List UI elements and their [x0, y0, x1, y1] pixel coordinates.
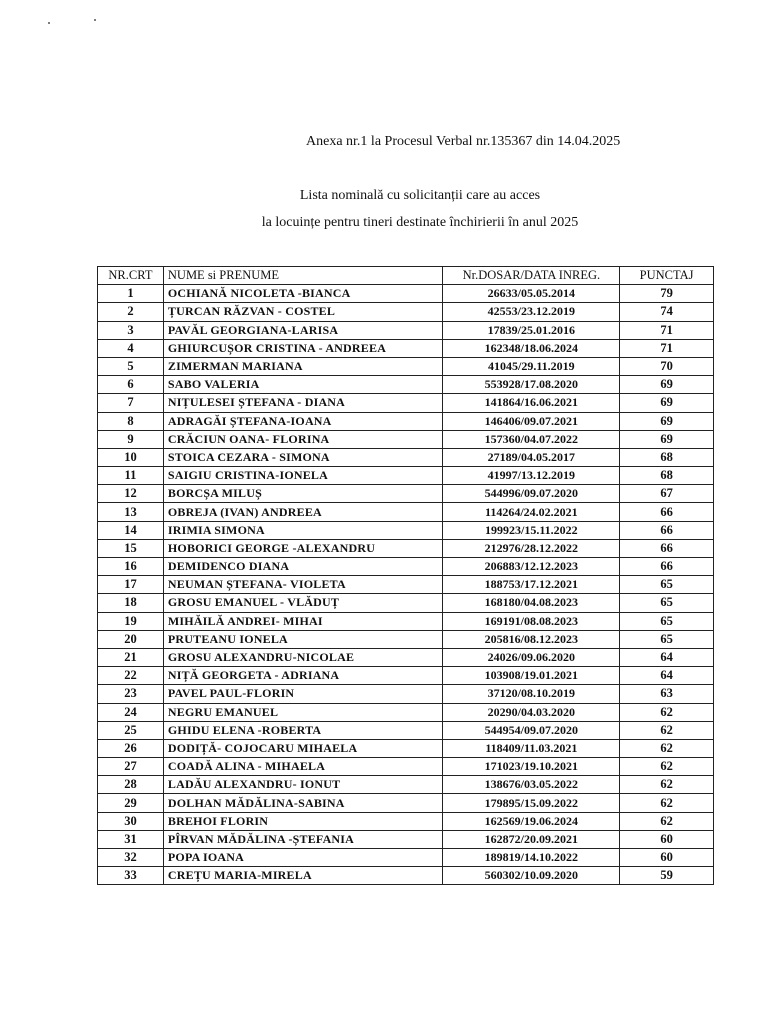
applicant-name: SAIGIU CRISTINA-IONELA [163, 467, 443, 485]
row-number: 6 [98, 376, 164, 394]
row-number: 26 [98, 739, 164, 757]
score: 62 [620, 776, 714, 794]
table-row [98, 339, 714, 357]
file-number-date: 162348/18.06.2024 [443, 339, 620, 357]
applicant-name: CREȚU MARIA-MIRELA [163, 867, 443, 885]
score: 59 [620, 867, 714, 885]
file-number-date: 41045/29.11.2019 [443, 357, 620, 375]
score: 66 [620, 558, 714, 576]
applicant-name: PAVĂL GEORGIANA-LARISA [163, 321, 443, 339]
applicant-name: GROSU ALEXANDRU-NICOLAE [163, 648, 443, 666]
file-number-date: 17839/25.01.2016 [443, 321, 620, 339]
table-row [98, 467, 714, 485]
table-row [98, 630, 714, 648]
applicant-name: ADRAGĂI ȘTEFANA-IOANA [163, 412, 443, 430]
table-row [98, 521, 714, 539]
file-number-date: 553928/17.08.2020 [443, 376, 620, 394]
applicant-name: PAVEL PAUL-FLORIN [163, 685, 443, 703]
file-number-date: 103908/19.01.2021 [443, 667, 620, 685]
score: 62 [620, 721, 714, 739]
table-row [98, 667, 714, 685]
row-number: 10 [98, 448, 164, 466]
row-number: 11 [98, 467, 164, 485]
table-row [98, 430, 714, 448]
file-number-date: 41997/13.12.2019 [443, 467, 620, 485]
score: 70 [620, 357, 714, 375]
applicant-name: ȚURCAN RĂZVAN - COSTEL [163, 303, 443, 321]
table-row [98, 849, 714, 867]
table-row [98, 685, 714, 703]
file-number-date: 206883/12.12.2023 [443, 558, 620, 576]
score: 67 [620, 485, 714, 503]
file-number-date: 42553/23.12.2019 [443, 303, 620, 321]
row-number: 9 [98, 430, 164, 448]
file-number-date: 141864/16.06.2021 [443, 394, 620, 412]
applicant-name: OCHIANĂ NICOLETA -BIANCA [163, 285, 443, 303]
file-number-date: 114264/24.02.2021 [443, 503, 620, 521]
row-number: 12 [98, 485, 164, 503]
applicant-name: DODIȚĂ- COJOCARU MIHAELA [163, 739, 443, 757]
file-number-date: 162569/19.06.2024 [443, 812, 620, 830]
table-row [98, 794, 714, 812]
applicant-name: STOICA CEZARA - SIMONA [163, 448, 443, 466]
table-row [98, 448, 714, 466]
header-nr-crt: NR.CRT [98, 267, 164, 285]
row-number: 28 [98, 776, 164, 794]
list-title-line-2: la locuințe pentru tineri destinate închirierii în anul 2025 [261, 215, 579, 230]
table-row [98, 648, 714, 666]
scan-speck [94, 19, 96, 21]
table-header-row [98, 267, 714, 285]
file-number-date: 168180/04.08.2023 [443, 594, 620, 612]
applicant-name: NEUMAN ȘTEFANA- VIOLETA [163, 576, 443, 594]
row-number: 27 [98, 758, 164, 776]
score: 62 [620, 794, 714, 812]
score: 64 [620, 667, 714, 685]
row-number: 4 [98, 339, 164, 357]
file-number-date: 171023/19.10.2021 [443, 758, 620, 776]
applicant-name: DOLHAN MĂDĂLINA-SABINA [163, 794, 443, 812]
list-title-line-1: Lista nominală cu solicitanții care au acces [299, 188, 541, 203]
score: 74 [620, 303, 714, 321]
score: 71 [620, 321, 714, 339]
row-number: 15 [98, 539, 164, 557]
row-number: 18 [98, 594, 164, 612]
file-number-date: 212976/28.12.2022 [443, 539, 620, 557]
row-number: 13 [98, 503, 164, 521]
table-row [98, 867, 714, 885]
file-number-date: 188753/17.12.2021 [443, 576, 620, 594]
applicant-name: NEGRU EMANUEL [163, 703, 443, 721]
file-number-date: 205816/08.12.2023 [443, 630, 620, 648]
table-row [98, 594, 714, 612]
applicant-name: BREHOI FLORIN [163, 812, 443, 830]
file-number-date: 27189/04.05.2017 [443, 448, 620, 466]
row-number: 23 [98, 685, 164, 703]
applicant-name: DEMIDENCO DIANA [163, 558, 443, 576]
applicant-name: POPA IOANA [163, 849, 443, 867]
applicant-name: NIȚĂ GEORGETA - ADRIANA [163, 667, 443, 685]
row-number: 3 [98, 321, 164, 339]
score: 66 [620, 503, 714, 521]
row-number: 33 [98, 867, 164, 885]
row-number: 1 [98, 285, 164, 303]
table-row [98, 576, 714, 594]
file-number-date: 146406/09.07.2021 [443, 412, 620, 430]
header-dosar: Nr.DOSAR/DATA INREG. [443, 267, 620, 285]
table-row [98, 503, 714, 521]
score: 71 [620, 339, 714, 357]
table-row [98, 303, 714, 321]
table-row [98, 321, 714, 339]
table-row [98, 394, 714, 412]
row-number: 24 [98, 703, 164, 721]
score: 65 [620, 576, 714, 594]
table-row [98, 558, 714, 576]
table-row [98, 776, 714, 794]
applicant-name: PÎRVAN MĂDĂLINA -ȘTEFANIA [163, 830, 443, 848]
header-punctaj: PUNCTAJ [620, 267, 714, 285]
applicant-name: GHIDU ELENA -ROBERTA [163, 721, 443, 739]
applicant-name: COADĂ ALINA - MIHAELA [163, 758, 443, 776]
scan-speck [48, 22, 50, 24]
row-number: 30 [98, 812, 164, 830]
score: 68 [620, 448, 714, 466]
table-body [98, 285, 714, 885]
table-row [98, 703, 714, 721]
score: 62 [620, 812, 714, 830]
table-row [98, 830, 714, 848]
file-number-date: 138676/03.05.2022 [443, 776, 620, 794]
applicant-name: OBREJA (IVAN) ANDREEA [163, 503, 443, 521]
score: 66 [620, 539, 714, 557]
row-number: 16 [98, 558, 164, 576]
file-number-date: 20290/04.03.2020 [443, 703, 620, 721]
applicants-table [97, 266, 714, 885]
score: 69 [620, 412, 714, 430]
row-number: 25 [98, 721, 164, 739]
applicant-name: GHIURCUȘOR CRISTINA - ANDREEA [163, 339, 443, 357]
table-row [98, 612, 714, 630]
score: 79 [620, 285, 714, 303]
applicant-name: ZIMERMAN MARIANA [163, 357, 443, 375]
file-number-date: 544996/09.07.2020 [443, 485, 620, 503]
applicant-name: BORCȘA MILUȘ [163, 485, 443, 503]
header-name: NUME si PRENUME [163, 267, 443, 285]
applicant-name: PRUTEANU IONELA [163, 630, 443, 648]
table-row [98, 376, 714, 394]
row-number: 17 [98, 576, 164, 594]
file-number-date: 162872/20.09.2021 [443, 830, 620, 848]
file-number-date: 24026/09.06.2020 [443, 648, 620, 666]
row-number: 31 [98, 830, 164, 848]
score: 62 [620, 739, 714, 757]
row-number: 7 [98, 394, 164, 412]
table-row [98, 721, 714, 739]
table-row [98, 412, 714, 430]
table-row [98, 739, 714, 757]
row-number: 14 [98, 521, 164, 539]
applicant-name: HOBORICI GEORGE -ALEXANDRU [163, 539, 443, 557]
applicant-name: NIȚULESEI ȘTEFANA - DIANA [163, 394, 443, 412]
row-number: 29 [98, 794, 164, 812]
row-number: 5 [98, 357, 164, 375]
applicant-name: SABO VALERIA [163, 376, 443, 394]
score: 65 [620, 612, 714, 630]
file-number-date: 179895/15.09.2022 [443, 794, 620, 812]
score: 68 [620, 467, 714, 485]
file-number-date: 189819/14.10.2022 [443, 849, 620, 867]
table-row [98, 758, 714, 776]
score: 65 [620, 594, 714, 612]
applicant-name: MIHĂILĂ ANDREI- MIHAI [163, 612, 443, 630]
file-number-date: 169191/08.08.2023 [443, 612, 620, 630]
row-number: 2 [98, 303, 164, 321]
score: 69 [620, 376, 714, 394]
file-number-date: 26633/05.05.2014 [443, 285, 620, 303]
table-row [98, 285, 714, 303]
score: 62 [620, 703, 714, 721]
row-number: 22 [98, 667, 164, 685]
row-number: 21 [98, 648, 164, 666]
applicant-name: LADĂU ALEXANDRU- IONUT [163, 776, 443, 794]
table-row [98, 812, 714, 830]
file-number-date: 199923/15.11.2022 [443, 521, 620, 539]
table-row [98, 539, 714, 557]
table-row [98, 485, 714, 503]
row-number: 32 [98, 849, 164, 867]
file-number-date: 118409/11.03.2021 [443, 739, 620, 757]
score: 66 [620, 521, 714, 539]
row-number: 8 [98, 412, 164, 430]
score: 62 [620, 758, 714, 776]
applicant-name: CRĂCIUN OANA- FLORINA [163, 430, 443, 448]
table-row [98, 357, 714, 375]
score: 69 [620, 430, 714, 448]
file-number-date: 157360/04.07.2022 [443, 430, 620, 448]
score: 60 [620, 830, 714, 848]
score: 69 [620, 394, 714, 412]
score: 65 [620, 630, 714, 648]
score: 64 [620, 648, 714, 666]
score: 60 [620, 849, 714, 867]
applicant-name: IRIMIA SIMONA [163, 521, 443, 539]
file-number-date: 37120/08.10.2019 [443, 685, 620, 703]
annex-heading: Anexa nr.1 la Procesul Verbal nr.135367 din 14.04.2025 [306, 134, 621, 149]
row-number: 20 [98, 630, 164, 648]
row-number: 19 [98, 612, 164, 630]
applicant-name: GROSU EMANUEL - VLĂDUȚ [163, 594, 443, 612]
file-number-date: 560302/10.09.2020 [443, 867, 620, 885]
score: 63 [620, 685, 714, 703]
file-number-date: 544954/09.07.2020 [443, 721, 620, 739]
